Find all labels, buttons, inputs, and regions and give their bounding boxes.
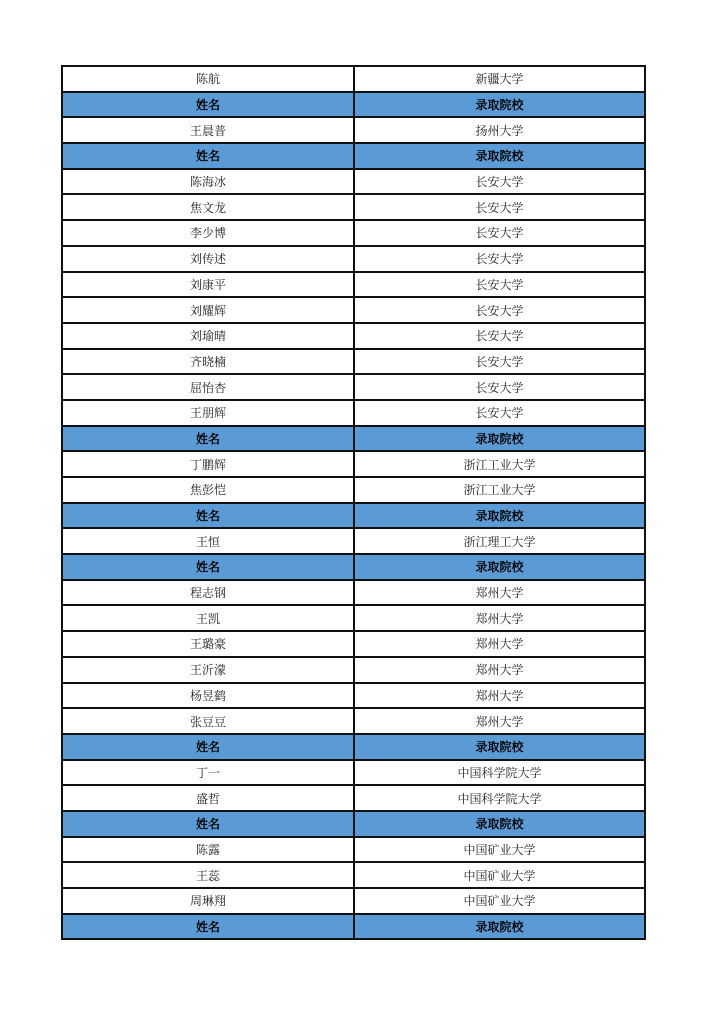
header-name-cell: 姓名 [63,144,355,170]
table-row [63,709,646,735]
table-row [63,838,646,864]
student-name-cell: 陈海冰 [63,170,355,196]
student-name-cell: 丁鹏辉 [63,452,355,478]
admitted-school-cell: 长安大学 [355,324,646,350]
header-school-cell: 录取院校 [355,144,646,170]
table-row [63,606,646,632]
section-header-row [63,93,646,119]
student-name-cell: 王晨普 [63,118,355,144]
admitted-school-cell: 郑州大学 [355,632,646,658]
student-name-cell: 程志钢 [63,581,355,607]
admitted-school-cell: 郑州大学 [355,709,646,735]
table-row [63,452,646,478]
admitted-school-cell: 郑州大学 [355,581,646,607]
admitted-school-cell: 长安大学 [355,401,646,427]
header-name-cell: 姓名 [63,555,355,581]
table-row [63,324,646,350]
table-row [63,350,646,376]
section-header-row [63,812,646,838]
header-school-cell: 录取院校 [355,427,646,453]
student-name-cell: 盛哲 [63,786,355,812]
header-name-cell: 姓名 [63,93,355,119]
student-name-cell: 刘耀辉 [63,298,355,324]
table-row [63,786,646,812]
student-name-cell: 王璐豪 [63,632,355,658]
table-row [63,67,646,93]
student-name-cell: 张豆豆 [63,709,355,735]
admitted-school-cell: 浙江工业大学 [355,452,646,478]
admitted-school-cell: 长安大学 [355,247,646,273]
student-name-cell: 焦文龙 [63,195,355,221]
table-row [63,273,646,299]
section-header-row [63,735,646,761]
student-name-cell: 陈航 [63,67,355,93]
admitted-school-cell: 浙江工业大学 [355,478,646,504]
admissions-table [61,65,646,940]
student-name-cell: 王朋辉 [63,401,355,427]
admitted-school-cell: 扬州大学 [355,118,646,144]
admitted-school-cell: 长安大学 [355,195,646,221]
admitted-school-cell: 郑州大学 [355,658,646,684]
header-school-cell: 录取院校 [355,93,646,119]
table-row [63,863,646,889]
student-name-cell: 王蕊 [63,863,355,889]
student-name-cell: 王凯 [63,606,355,632]
header-name-cell: 姓名 [63,735,355,761]
student-name-cell: 李少博 [63,221,355,247]
student-name-cell: 王沂濛 [63,658,355,684]
table-row [63,247,646,273]
section-header-row [63,915,646,941]
table-row [63,195,646,221]
table-row [63,632,646,658]
student-name-cell: 焦彭恺 [63,478,355,504]
table-row [63,170,646,196]
admitted-school-cell: 中国矿业大学 [355,863,646,889]
table-row [63,761,646,787]
admitted-school-cell: 新疆大学 [355,67,646,93]
admitted-school-cell: 中国矿业大学 [355,889,646,915]
admitted-school-cell: 中国科学院大学 [355,786,646,812]
table-row [63,401,646,427]
admitted-school-cell: 郑州大学 [355,684,646,710]
admitted-school-cell: 中国矿业大学 [355,838,646,864]
header-school-cell: 录取院校 [355,504,646,530]
table-row [63,375,646,401]
section-header-row [63,555,646,581]
admitted-school-cell: 长安大学 [355,221,646,247]
table-row [63,684,646,710]
admitted-school-cell: 长安大学 [355,298,646,324]
student-name-cell: 刘瑜晴 [63,324,355,350]
section-header-row [63,144,646,170]
student-name-cell: 陈露 [63,838,355,864]
admitted-school-cell: 郑州大学 [355,606,646,632]
table-row [63,118,646,144]
header-school-cell: 录取院校 [355,555,646,581]
header-school-cell: 录取院校 [355,812,646,838]
admitted-school-cell: 长安大学 [355,350,646,376]
header-name-cell: 姓名 [63,504,355,530]
admitted-school-cell: 长安大学 [355,273,646,299]
header-name-cell: 姓名 [63,427,355,453]
table-row [63,581,646,607]
table-row [63,658,646,684]
admitted-school-cell: 中国科学院大学 [355,761,646,787]
header-school-cell: 录取院校 [355,735,646,761]
student-name-cell: 杨昱鹤 [63,684,355,710]
admitted-school-cell: 长安大学 [355,170,646,196]
student-name-cell: 丁一 [63,761,355,787]
table-row [63,298,646,324]
student-name-cell: 刘康平 [63,273,355,299]
student-name-cell: 齐晓楠 [63,350,355,376]
table-row [63,221,646,247]
admitted-school-cell: 浙江理工大学 [355,529,646,555]
student-name-cell: 刘传述 [63,247,355,273]
student-name-cell: 屈怡杏 [63,375,355,401]
table-row [63,478,646,504]
section-header-row [63,427,646,453]
admitted-school-cell: 长安大学 [355,375,646,401]
student-name-cell: 王恒 [63,529,355,555]
header-name-cell: 姓名 [63,915,355,941]
table-row [63,889,646,915]
section-header-row [63,504,646,530]
table-row [63,529,646,555]
student-name-cell: 周琳翔 [63,889,355,915]
header-school-cell: 录取院校 [355,915,646,941]
header-name-cell: 姓名 [63,812,355,838]
